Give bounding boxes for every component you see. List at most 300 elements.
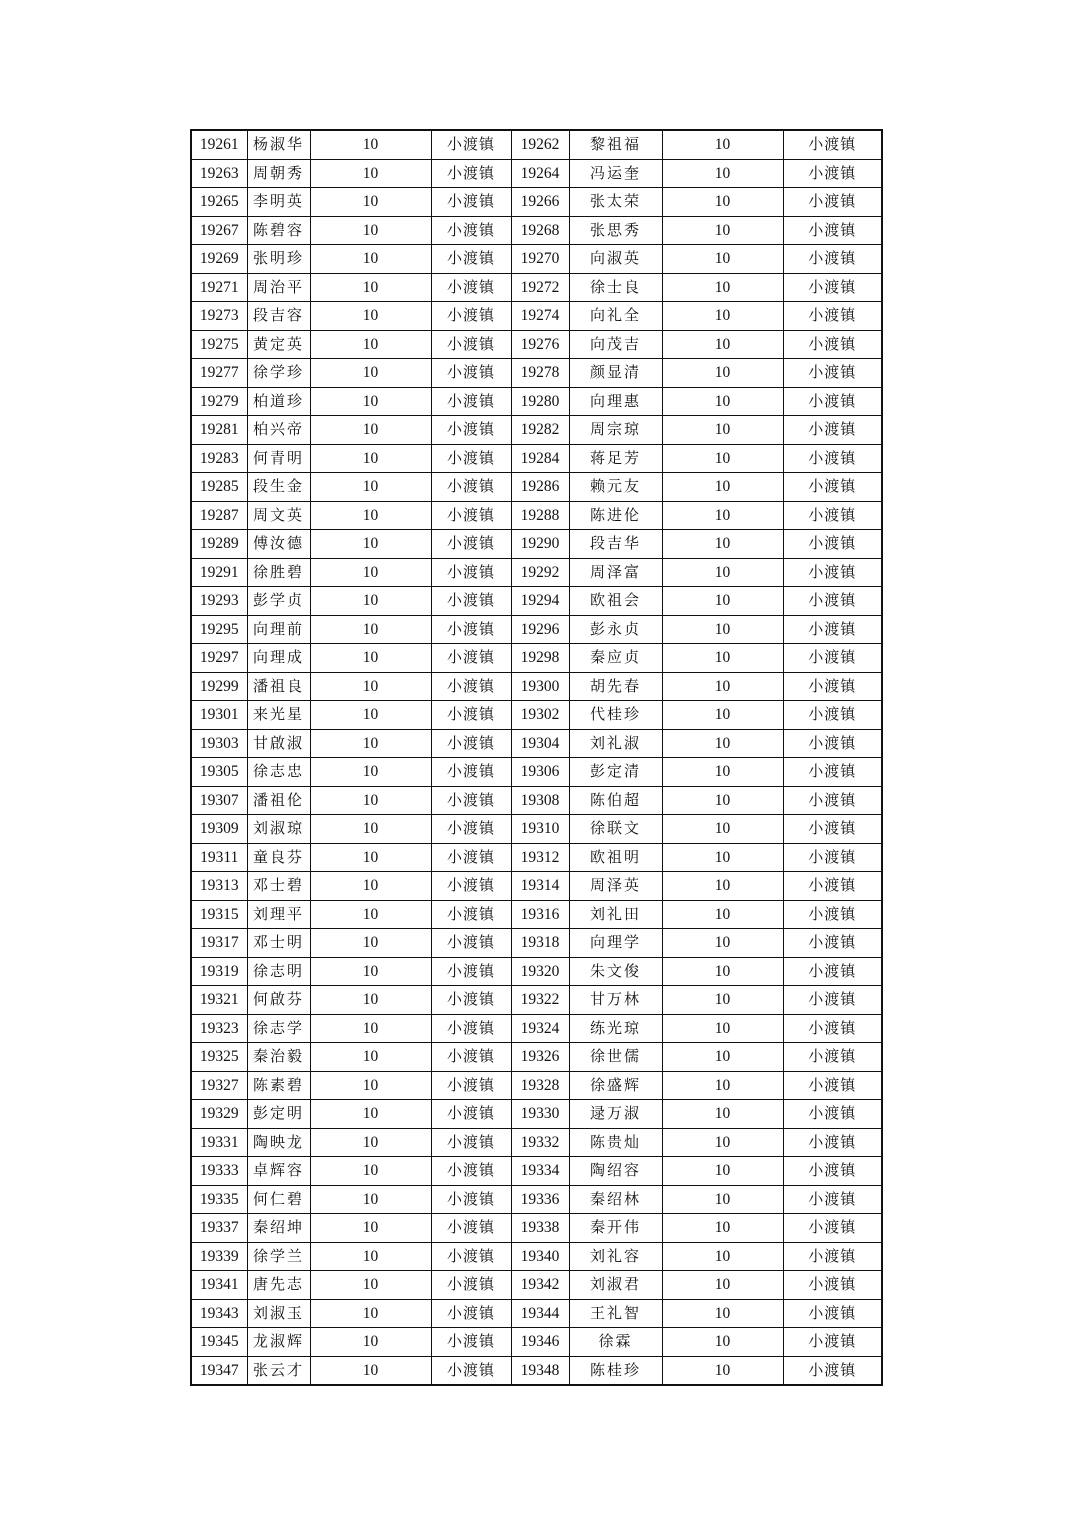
town-name-cell: 小渡镇 xyxy=(431,1043,511,1072)
person-name-cell: 邓士明 xyxy=(247,929,310,958)
town-name-cell: 小渡镇 xyxy=(431,1157,511,1186)
town-name-cell: 小渡镇 xyxy=(783,1271,882,1300)
person-name-cell: 张太荣 xyxy=(569,188,662,217)
table-row xyxy=(191,672,882,701)
amount-cell: 10 xyxy=(310,929,431,958)
record-id-cell: 19324 xyxy=(511,1014,569,1043)
amount-cell: 10 xyxy=(310,1100,431,1129)
person-name-cell: 陶映龙 xyxy=(247,1128,310,1157)
record-id-cell: 19343 xyxy=(191,1299,247,1328)
person-name-cell: 陈素碧 xyxy=(247,1071,310,1100)
table-row xyxy=(191,986,882,1015)
town-name-cell: 小渡镇 xyxy=(783,216,882,245)
amount-cell: 10 xyxy=(310,872,431,901)
record-id-cell: 19310 xyxy=(511,815,569,844)
person-name-cell: 龙淑辉 xyxy=(247,1328,310,1357)
amount-cell: 10 xyxy=(662,587,783,616)
town-name-cell: 小渡镇 xyxy=(783,1328,882,1357)
amount-cell: 10 xyxy=(662,416,783,445)
amount-cell: 10 xyxy=(662,273,783,302)
record-id-cell: 19335 xyxy=(191,1185,247,1214)
record-id-cell: 19262 xyxy=(511,130,569,159)
record-id-cell: 19281 xyxy=(191,416,247,445)
record-id-cell: 19299 xyxy=(191,672,247,701)
record-id-cell: 19315 xyxy=(191,900,247,929)
town-name-cell: 小渡镇 xyxy=(783,558,882,587)
amount-cell: 10 xyxy=(310,672,431,701)
table-row xyxy=(191,159,882,188)
record-id-cell: 19282 xyxy=(511,416,569,445)
town-name-cell: 小渡镇 xyxy=(783,957,882,986)
amount-cell: 10 xyxy=(662,929,783,958)
person-name-cell: 黄定英 xyxy=(247,330,310,359)
record-id-cell: 19267 xyxy=(191,216,247,245)
record-id-cell: 19265 xyxy=(191,188,247,217)
town-name-cell: 小渡镇 xyxy=(431,245,511,274)
amount-cell: 10 xyxy=(662,558,783,587)
amount-cell: 10 xyxy=(662,758,783,787)
amount-cell: 10 xyxy=(662,1100,783,1129)
record-id-cell: 19314 xyxy=(511,872,569,901)
town-name-cell: 小渡镇 xyxy=(431,416,511,445)
town-name-cell: 小渡镇 xyxy=(783,130,882,159)
amount-cell: 10 xyxy=(310,1043,431,1072)
town-name-cell: 小渡镇 xyxy=(431,1100,511,1129)
person-name-cell: 刘礼淑 xyxy=(569,729,662,758)
town-name-cell: 小渡镇 xyxy=(431,1242,511,1271)
table-row xyxy=(191,273,882,302)
record-id-cell: 19272 xyxy=(511,273,569,302)
record-id-cell: 19345 xyxy=(191,1328,247,1357)
town-name-cell: 小渡镇 xyxy=(431,729,511,758)
person-name-cell: 段吉容 xyxy=(247,302,310,331)
person-name-cell: 徐世儒 xyxy=(569,1043,662,1072)
town-name-cell: 小渡镇 xyxy=(431,587,511,616)
person-name-cell: 徐志学 xyxy=(247,1014,310,1043)
amount-cell: 10 xyxy=(310,273,431,302)
person-name-cell: 刘礼容 xyxy=(569,1242,662,1271)
town-name-cell: 小渡镇 xyxy=(431,330,511,359)
record-id-cell: 19336 xyxy=(511,1185,569,1214)
record-id-cell: 19303 xyxy=(191,729,247,758)
record-id-cell: 19279 xyxy=(191,387,247,416)
amount-cell: 10 xyxy=(310,416,431,445)
amount-cell: 10 xyxy=(310,1128,431,1157)
town-name-cell: 小渡镇 xyxy=(783,1071,882,1100)
record-id-cell: 19296 xyxy=(511,615,569,644)
record-id-cell: 19295 xyxy=(191,615,247,644)
person-name-cell: 颜显清 xyxy=(569,359,662,388)
amount-cell: 10 xyxy=(662,900,783,929)
record-id-cell: 19334 xyxy=(511,1157,569,1186)
amount-cell: 10 xyxy=(310,558,431,587)
amount-cell: 10 xyxy=(662,1299,783,1328)
person-name-cell: 陶绍容 xyxy=(569,1157,662,1186)
table-row xyxy=(191,615,882,644)
table-row xyxy=(191,957,882,986)
person-name-cell: 段生金 xyxy=(247,473,310,502)
record-id-cell: 19332 xyxy=(511,1128,569,1157)
person-name-cell: 练光琼 xyxy=(569,1014,662,1043)
record-id-cell: 19331 xyxy=(191,1128,247,1157)
town-name-cell: 小渡镇 xyxy=(431,786,511,815)
amount-cell: 10 xyxy=(310,1356,431,1385)
person-name-cell: 向淑英 xyxy=(569,245,662,274)
person-name-cell: 柏兴帝 xyxy=(247,416,310,445)
record-id-cell: 19297 xyxy=(191,644,247,673)
amount-cell: 10 xyxy=(662,1014,783,1043)
person-name-cell: 冯运奎 xyxy=(569,159,662,188)
town-name-cell: 小渡镇 xyxy=(783,159,882,188)
record-id-cell: 19347 xyxy=(191,1356,247,1385)
amount-cell: 10 xyxy=(310,1299,431,1328)
town-name-cell: 小渡镇 xyxy=(783,444,882,473)
table-row xyxy=(191,587,882,616)
record-id-cell: 19269 xyxy=(191,245,247,274)
person-name-cell: 来光星 xyxy=(247,701,310,730)
amount-cell: 10 xyxy=(662,786,783,815)
town-name-cell: 小渡镇 xyxy=(783,530,882,559)
amount-cell: 10 xyxy=(310,644,431,673)
person-name-cell: 秦应贞 xyxy=(569,644,662,673)
amount-cell: 10 xyxy=(662,1157,783,1186)
town-name-cell: 小渡镇 xyxy=(431,1071,511,1100)
table-row xyxy=(191,1356,882,1385)
amount-cell: 10 xyxy=(310,786,431,815)
amount-cell: 10 xyxy=(310,330,431,359)
record-id-cell: 19308 xyxy=(511,786,569,815)
person-name-cell: 卓辉容 xyxy=(247,1157,310,1186)
person-name-cell: 周泽英 xyxy=(569,872,662,901)
town-name-cell: 小渡镇 xyxy=(431,1128,511,1157)
table-row xyxy=(191,245,882,274)
person-name-cell: 周泽富 xyxy=(569,558,662,587)
person-name-cell: 周文英 xyxy=(247,501,310,530)
table-row xyxy=(191,387,882,416)
town-name-cell: 小渡镇 xyxy=(783,900,882,929)
person-name-cell: 代桂珍 xyxy=(569,701,662,730)
town-name-cell: 小渡镇 xyxy=(783,245,882,274)
record-id-cell: 19300 xyxy=(511,672,569,701)
amount-cell: 10 xyxy=(662,615,783,644)
record-id-cell: 19273 xyxy=(191,302,247,331)
town-name-cell: 小渡镇 xyxy=(783,1185,882,1214)
table-row xyxy=(191,843,882,872)
table-row xyxy=(191,758,882,787)
person-name-cell: 欧祖明 xyxy=(569,843,662,872)
amount-cell: 10 xyxy=(310,302,431,331)
amount-cell: 10 xyxy=(662,216,783,245)
town-name-cell: 小渡镇 xyxy=(783,359,882,388)
record-id-cell: 19330 xyxy=(511,1100,569,1129)
person-name-cell: 徐盛辉 xyxy=(569,1071,662,1100)
table-row xyxy=(191,444,882,473)
table-row xyxy=(191,473,882,502)
amount-cell: 10 xyxy=(310,957,431,986)
amount-cell: 10 xyxy=(662,672,783,701)
record-id-cell: 19288 xyxy=(511,501,569,530)
record-id-cell: 19270 xyxy=(511,245,569,274)
table-row xyxy=(191,786,882,815)
table-row xyxy=(191,872,882,901)
table-row xyxy=(191,302,882,331)
amount-cell: 10 xyxy=(310,159,431,188)
record-id-cell: 19328 xyxy=(511,1071,569,1100)
town-name-cell: 小渡镇 xyxy=(431,615,511,644)
amount-cell: 10 xyxy=(310,130,431,159)
town-name-cell: 小渡镇 xyxy=(431,130,511,159)
record-id-cell: 19293 xyxy=(191,587,247,616)
town-name-cell: 小渡镇 xyxy=(783,758,882,787)
person-name-cell: 徐士良 xyxy=(569,273,662,302)
amount-cell: 10 xyxy=(310,444,431,473)
town-name-cell: 小渡镇 xyxy=(431,986,511,1015)
person-name-cell: 向理前 xyxy=(247,615,310,644)
person-name-cell: 刘淑琼 xyxy=(247,815,310,844)
record-id-cell: 19271 xyxy=(191,273,247,302)
amount-cell: 10 xyxy=(662,957,783,986)
table-row xyxy=(191,1214,882,1243)
amount-cell: 10 xyxy=(662,130,783,159)
record-id-cell: 19327 xyxy=(191,1071,247,1100)
amount-cell: 10 xyxy=(662,530,783,559)
person-name-cell: 陈桂珍 xyxy=(569,1356,662,1385)
town-name-cell: 小渡镇 xyxy=(431,644,511,673)
person-name-cell: 刘理平 xyxy=(247,900,310,929)
town-name-cell: 小渡镇 xyxy=(783,929,882,958)
amount-cell: 10 xyxy=(662,473,783,502)
town-name-cell: 小渡镇 xyxy=(431,758,511,787)
amount-cell: 10 xyxy=(662,444,783,473)
town-name-cell: 小渡镇 xyxy=(783,1043,882,1072)
town-name-cell: 小渡镇 xyxy=(431,1356,511,1385)
town-name-cell: 小渡镇 xyxy=(783,1014,882,1043)
table-row xyxy=(191,1014,882,1043)
person-name-cell: 潘祖良 xyxy=(247,672,310,701)
amount-cell: 10 xyxy=(310,1014,431,1043)
amount-cell: 10 xyxy=(662,159,783,188)
table-row xyxy=(191,530,882,559)
record-id-cell: 19283 xyxy=(191,444,247,473)
town-name-cell: 小渡镇 xyxy=(431,558,511,587)
person-name-cell: 刘礼田 xyxy=(569,900,662,929)
record-id-cell: 19348 xyxy=(511,1356,569,1385)
record-id-cell: 19276 xyxy=(511,330,569,359)
record-id-cell: 19346 xyxy=(511,1328,569,1357)
town-name-cell: 小渡镇 xyxy=(783,330,882,359)
amount-cell: 10 xyxy=(310,1242,431,1271)
person-name-cell: 周治平 xyxy=(247,273,310,302)
record-id-cell: 19309 xyxy=(191,815,247,844)
amount-cell: 10 xyxy=(662,359,783,388)
person-name-cell: 向理惠 xyxy=(569,387,662,416)
town-name-cell: 小渡镇 xyxy=(783,501,882,530)
amount-cell: 10 xyxy=(662,843,783,872)
record-id-cell: 19333 xyxy=(191,1157,247,1186)
amount-cell: 10 xyxy=(310,1157,431,1186)
amount-cell: 10 xyxy=(662,1328,783,1357)
person-name-cell: 周朝秀 xyxy=(247,159,310,188)
amount-cell: 10 xyxy=(310,1185,431,1214)
record-id-cell: 19342 xyxy=(511,1271,569,1300)
amount-cell: 10 xyxy=(310,900,431,929)
town-name-cell: 小渡镇 xyxy=(431,159,511,188)
town-name-cell: 小渡镇 xyxy=(431,900,511,929)
person-name-cell: 潘祖伦 xyxy=(247,786,310,815)
person-name-cell: 王礼智 xyxy=(569,1299,662,1328)
town-name-cell: 小渡镇 xyxy=(431,701,511,730)
record-id-cell: 19264 xyxy=(511,159,569,188)
town-name-cell: 小渡镇 xyxy=(783,615,882,644)
town-name-cell: 小渡镇 xyxy=(431,1328,511,1357)
table-row xyxy=(191,1157,882,1186)
person-name-cell: 段吉华 xyxy=(569,530,662,559)
amount-cell: 10 xyxy=(662,1271,783,1300)
table-body xyxy=(191,130,882,1385)
person-name-cell: 何青明 xyxy=(247,444,310,473)
table-row xyxy=(191,558,882,587)
town-name-cell: 小渡镇 xyxy=(783,986,882,1015)
record-id-cell: 19329 xyxy=(191,1100,247,1129)
person-name-cell: 杨淑华 xyxy=(247,130,310,159)
person-name-cell: 徐志忠 xyxy=(247,758,310,787)
amount-cell: 10 xyxy=(662,644,783,673)
record-id-cell: 19341 xyxy=(191,1271,247,1300)
amount-cell: 10 xyxy=(662,986,783,1015)
town-name-cell: 小渡镇 xyxy=(431,843,511,872)
town-name-cell: 小渡镇 xyxy=(431,501,511,530)
record-id-cell: 19340 xyxy=(511,1242,569,1271)
table-row xyxy=(191,188,882,217)
table-row xyxy=(191,900,882,929)
person-name-cell: 何啟芬 xyxy=(247,986,310,1015)
table-row xyxy=(191,1271,882,1300)
town-name-cell: 小渡镇 xyxy=(431,216,511,245)
town-name-cell: 小渡镇 xyxy=(431,273,511,302)
town-name-cell: 小渡镇 xyxy=(783,1128,882,1157)
table-row xyxy=(191,1071,882,1100)
amount-cell: 10 xyxy=(310,387,431,416)
table-row xyxy=(191,1328,882,1357)
record-id-cell: 19326 xyxy=(511,1043,569,1072)
town-name-cell: 小渡镇 xyxy=(431,188,511,217)
person-name-cell: 陈伯超 xyxy=(569,786,662,815)
town-name-cell: 小渡镇 xyxy=(431,1271,511,1300)
amount-cell: 10 xyxy=(662,330,783,359)
person-name-cell: 傅汝德 xyxy=(247,530,310,559)
record-id-cell: 19289 xyxy=(191,530,247,559)
table-row xyxy=(191,216,882,245)
record-id-cell: 19339 xyxy=(191,1242,247,1271)
amount-cell: 10 xyxy=(310,758,431,787)
amount-cell: 10 xyxy=(662,729,783,758)
table-row xyxy=(191,729,882,758)
amount-cell: 10 xyxy=(310,1271,431,1300)
amount-cell: 10 xyxy=(310,587,431,616)
town-name-cell: 小渡镇 xyxy=(783,786,882,815)
town-name-cell: 小渡镇 xyxy=(783,672,882,701)
table-row xyxy=(191,330,882,359)
person-name-cell: 周宗琼 xyxy=(569,416,662,445)
record-id-cell: 19291 xyxy=(191,558,247,587)
record-id-cell: 19338 xyxy=(511,1214,569,1243)
person-name-cell: 陈进伦 xyxy=(569,501,662,530)
person-name-cell: 秦开伟 xyxy=(569,1214,662,1243)
town-name-cell: 小渡镇 xyxy=(431,530,511,559)
amount-cell: 10 xyxy=(310,1214,431,1243)
town-name-cell: 小渡镇 xyxy=(431,872,511,901)
person-name-cell: 彭定清 xyxy=(569,758,662,787)
person-name-cell: 张思秀 xyxy=(569,216,662,245)
amount-cell: 10 xyxy=(662,302,783,331)
town-name-cell: 小渡镇 xyxy=(431,302,511,331)
record-id-cell: 19302 xyxy=(511,701,569,730)
table-row xyxy=(191,1043,882,1072)
person-name-cell: 甘啟淑 xyxy=(247,729,310,758)
amount-cell: 10 xyxy=(310,245,431,274)
amount-cell: 10 xyxy=(662,1043,783,1072)
table-row xyxy=(191,1242,882,1271)
amount-cell: 10 xyxy=(662,387,783,416)
amount-cell: 10 xyxy=(662,1214,783,1243)
person-name-cell: 陈贵灿 xyxy=(569,1128,662,1157)
record-id-cell: 19322 xyxy=(511,986,569,1015)
amount-cell: 10 xyxy=(662,1242,783,1271)
town-name-cell: 小渡镇 xyxy=(783,416,882,445)
amount-cell: 10 xyxy=(310,473,431,502)
person-name-cell: 赖元友 xyxy=(569,473,662,502)
record-id-cell: 19344 xyxy=(511,1299,569,1328)
person-name-cell: 彭永贞 xyxy=(569,615,662,644)
town-name-cell: 小渡镇 xyxy=(783,729,882,758)
record-id-cell: 19305 xyxy=(191,758,247,787)
person-name-cell: 秦绍林 xyxy=(569,1185,662,1214)
person-name-cell: 刘淑玉 xyxy=(247,1299,310,1328)
table-row xyxy=(191,501,882,530)
town-name-cell: 小渡镇 xyxy=(783,273,882,302)
person-name-cell: 刘淑君 xyxy=(569,1271,662,1300)
record-id-cell: 19284 xyxy=(511,444,569,473)
amount-cell: 10 xyxy=(310,815,431,844)
table-row xyxy=(191,1299,882,1328)
record-id-cell: 19268 xyxy=(511,216,569,245)
record-id-cell: 19313 xyxy=(191,872,247,901)
record-id-cell: 19318 xyxy=(511,929,569,958)
person-name-cell: 朱文俊 xyxy=(569,957,662,986)
town-name-cell: 小渡镇 xyxy=(783,843,882,872)
amount-cell: 10 xyxy=(310,1328,431,1357)
amount-cell: 10 xyxy=(662,1185,783,1214)
town-name-cell: 小渡镇 xyxy=(431,672,511,701)
record-id-cell: 19301 xyxy=(191,701,247,730)
amount-cell: 10 xyxy=(310,701,431,730)
amount-cell: 10 xyxy=(662,815,783,844)
person-name-cell: 逯万淑 xyxy=(569,1100,662,1129)
amount-cell: 10 xyxy=(662,245,783,274)
person-name-cell: 蒋足芳 xyxy=(569,444,662,473)
amount-cell: 10 xyxy=(310,1071,431,1100)
town-name-cell: 小渡镇 xyxy=(783,1242,882,1271)
record-id-cell: 19316 xyxy=(511,900,569,929)
amount-cell: 10 xyxy=(310,188,431,217)
amount-cell: 10 xyxy=(310,530,431,559)
town-name-cell: 小渡镇 xyxy=(431,957,511,986)
person-name-cell: 彭学贞 xyxy=(247,587,310,616)
amount-cell: 10 xyxy=(310,843,431,872)
town-name-cell: 小渡镇 xyxy=(783,1299,882,1328)
person-name-cell: 徐志明 xyxy=(247,957,310,986)
record-id-cell: 19311 xyxy=(191,843,247,872)
